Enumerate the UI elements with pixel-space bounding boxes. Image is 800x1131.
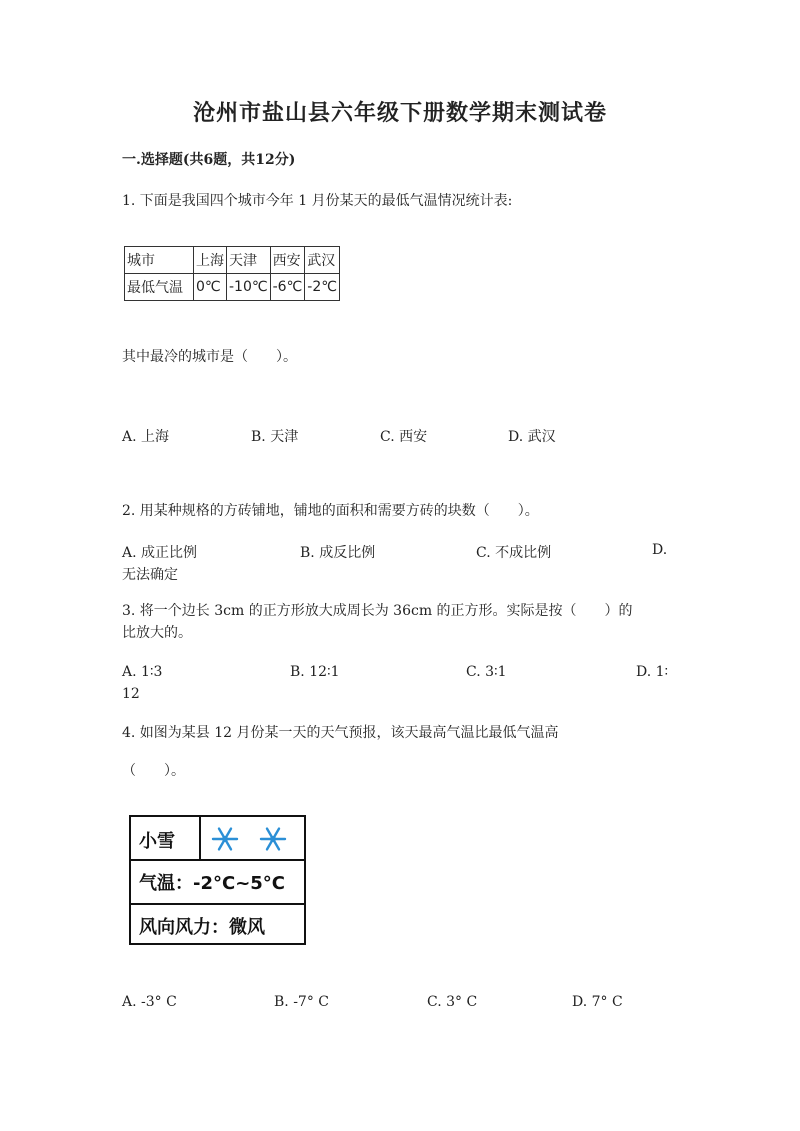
q4-option-a[interactable]: A. -3° C — [122, 994, 177, 1010]
question-3-stem-line-1: 3. 将一个边长 3cm 的正方形放大成周长为 36cm 的正方形。实际是按（ ）的 — [122, 603, 633, 619]
table-row — [125, 247, 340, 274]
forecast-weather: 小雪 — [139, 831, 175, 852]
q1-option-a[interactable]: A. 上海 — [122, 429, 170, 445]
q1-option-d[interactable]: D. 武汉 — [508, 429, 556, 445]
table-cell: 最低气温 — [125, 274, 194, 301]
q3-option-c[interactable]: C. 3∶1 — [466, 664, 507, 680]
question-3-stem-line-2: 比放大的。 — [122, 625, 192, 641]
forecast-wind-row — [131, 903, 304, 945]
q2-option-d[interactable]: D. — [652, 542, 668, 558]
table-cell: -6℃ — [270, 274, 305, 301]
forecast-wind: 风向风力：微风 — [139, 917, 265, 938]
q3-option-a[interactable]: A. 1∶3 — [122, 664, 163, 680]
q2-option-d-text[interactable]: 无法确定 — [122, 567, 178, 583]
q1-option-b[interactable]: B. 天津 — [251, 429, 299, 445]
table-cell: 武汉 — [305, 247, 340, 274]
forecast-temperature: 气温：-2°C~5°C — [139, 873, 286, 894]
question-4-stem-line-2: （ ）。 — [122, 763, 185, 779]
table-cell: 城市 — [125, 247, 194, 274]
snowflake-icon — [257, 823, 289, 855]
section-heading: 一.选择题(共6题，共12分) — [122, 152, 296, 168]
table-cell: 上海 — [194, 247, 227, 274]
q4-option-b[interactable]: B. -7° C — [274, 994, 329, 1010]
table-row — [125, 274, 340, 301]
q3-option-d-text[interactable]: 12 — [122, 686, 140, 702]
table-cell: -2℃ — [305, 274, 340, 301]
question-2-stem: 2. 用某种规格的方砖铺地，铺地的面积和需要方砖的块数（ ）。 — [122, 503, 539, 519]
temperature-table — [124, 246, 340, 301]
question-1-stem: 1. 下面是我国四个城市今年 1 月份某天的最低气温情况统计表: — [122, 193, 513, 209]
q2-option-a[interactable]: A. 成正比例 — [122, 545, 198, 561]
question-1-sub: 其中最冷的城市是（ ）。 — [122, 349, 297, 365]
table-cell: 西安 — [270, 247, 305, 274]
q3-option-b[interactable]: B. 12∶1 — [290, 664, 340, 680]
q3-option-d[interactable]: D. 1∶ — [636, 664, 669, 680]
q1-option-c[interactable]: C. 西安 — [380, 429, 428, 445]
q2-option-b[interactable]: B. 成反比例 — [300, 545, 376, 561]
q2-option-c[interactable]: C. 不成比例 — [476, 545, 552, 561]
table-cell: -10℃ — [227, 274, 271, 301]
question-4-stem-line-1: 4. 如图为某县 12 月份某一天的天气预报，该天最高气温比最低气温高 — [122, 725, 559, 741]
q4-option-d[interactable]: D. 7° C — [572, 994, 623, 1010]
page-title: 沧州市盐山县六年级下册数学期末测试卷 — [192, 100, 607, 126]
q4-option-c[interactable]: C. 3° C — [427, 994, 478, 1010]
forecast-weather-row — [131, 817, 304, 861]
weather-forecast-card — [129, 815, 306, 945]
snowflake-icon — [209, 823, 241, 855]
table-cell: 天津 — [227, 247, 271, 274]
forecast-temp-row — [131, 859, 304, 905]
table-cell: 0℃ — [194, 274, 227, 301]
snow-icons — [199, 817, 308, 859]
